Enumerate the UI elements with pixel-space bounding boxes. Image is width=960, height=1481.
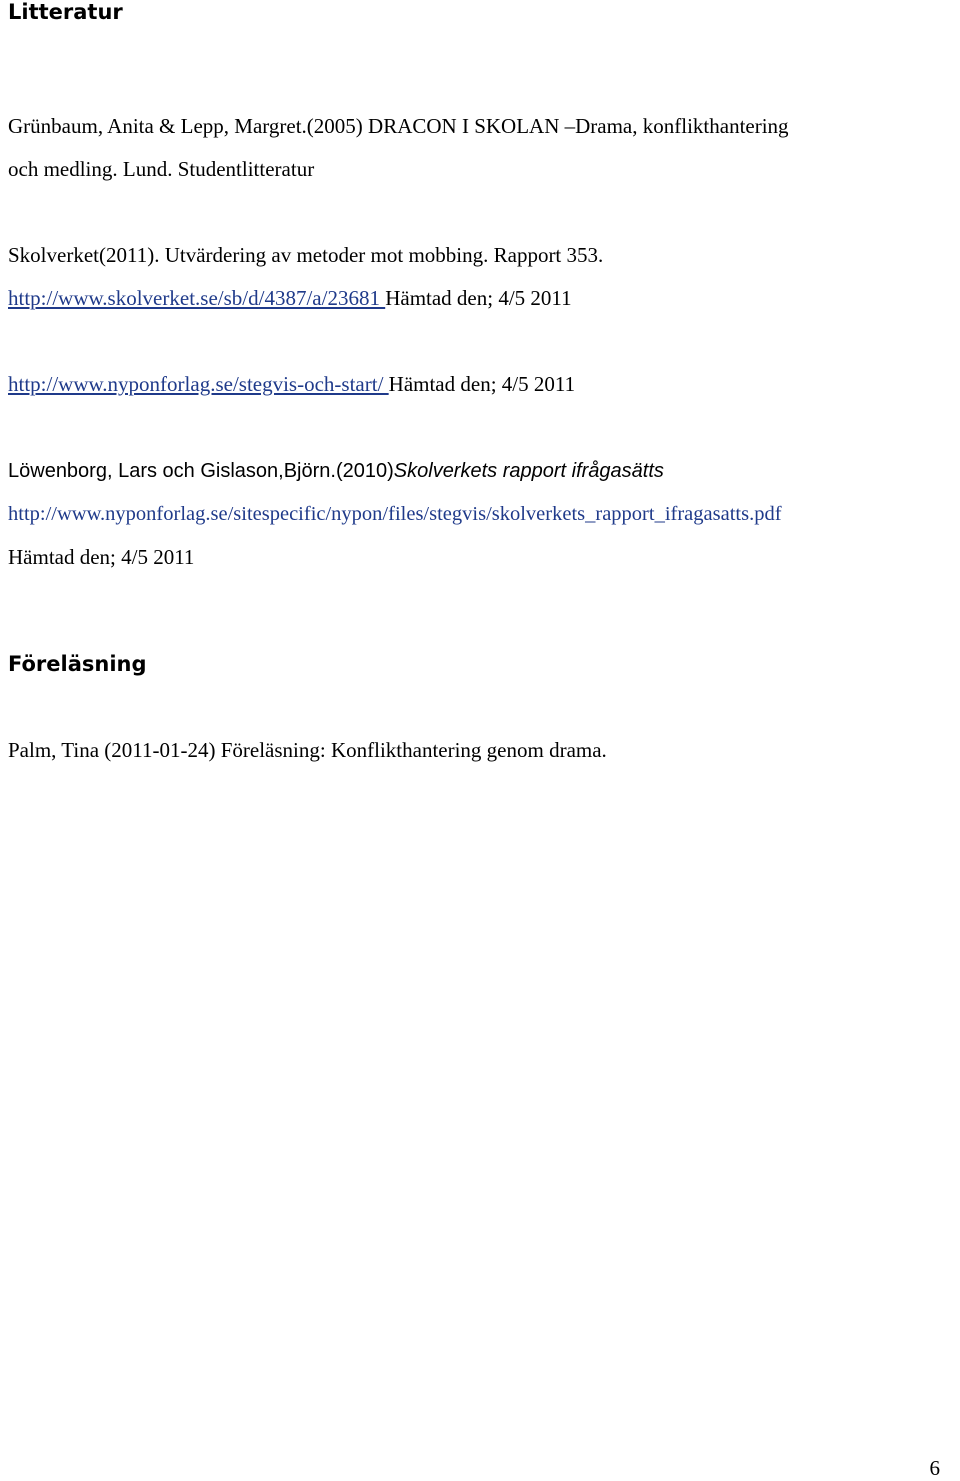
reference-3-line — [8, 374, 575, 395]
nyponforlag-pdf-link[interactable]: http://www.nyponforlag.se/sitespecific/nypon/files/stegvis/skolverkets_rapport_ifragasatts.pdf — [8, 503, 782, 525]
reference-2-retrieved: Hämtad den; 4/5 2011 — [385, 286, 572, 310]
reference-1-line-2: och medling. Lund. Studentlitteratur — [8, 157, 315, 181]
nyponforlag-stegvis-link[interactable]: http://www.nyponforlag.se/stegvis-och-start/ — [8, 372, 389, 396]
reference-4-title: Skolverkets rapport ifrågasätts — [393, 460, 664, 482]
page-number: 6 — [929, 1456, 940, 1480]
reference-4-authors: Löwenborg, Lars och Gislason,Björn.(2010) — [8, 460, 394, 482]
skolverket-link[interactable]: http://www.skolverket.se/sb/d/4387/a/23681 — [8, 286, 386, 310]
reference-4-retrieved: Hämtad den; 4/5 2011 — [8, 545, 195, 569]
forelasning-heading: Föreläsning — [8, 652, 147, 676]
reference-4-url-line — [8, 504, 782, 525]
litteratur-heading: Litteratur — [8, 0, 123, 24]
reference-3-retrieved: Hämtad den; 4/5 2011 — [388, 372, 576, 396]
reference-1-line-1: Grünbaum, Anita & Lepp, Margret.(2005) DRACON I SKOLAN –Drama, konflikthantering — [8, 114, 789, 138]
reference-2-link-line — [8, 288, 572, 309]
reference-2-text: Skolverket(2011). Utvärdering av metoder mot mobbing. Rapport 353. — [8, 243, 604, 267]
lecture-reference: Palm, Tina (2011-01-24) Föreläsning: Konflikthantering genom drama. — [8, 738, 607, 762]
reference-4-line — [8, 461, 664, 481]
